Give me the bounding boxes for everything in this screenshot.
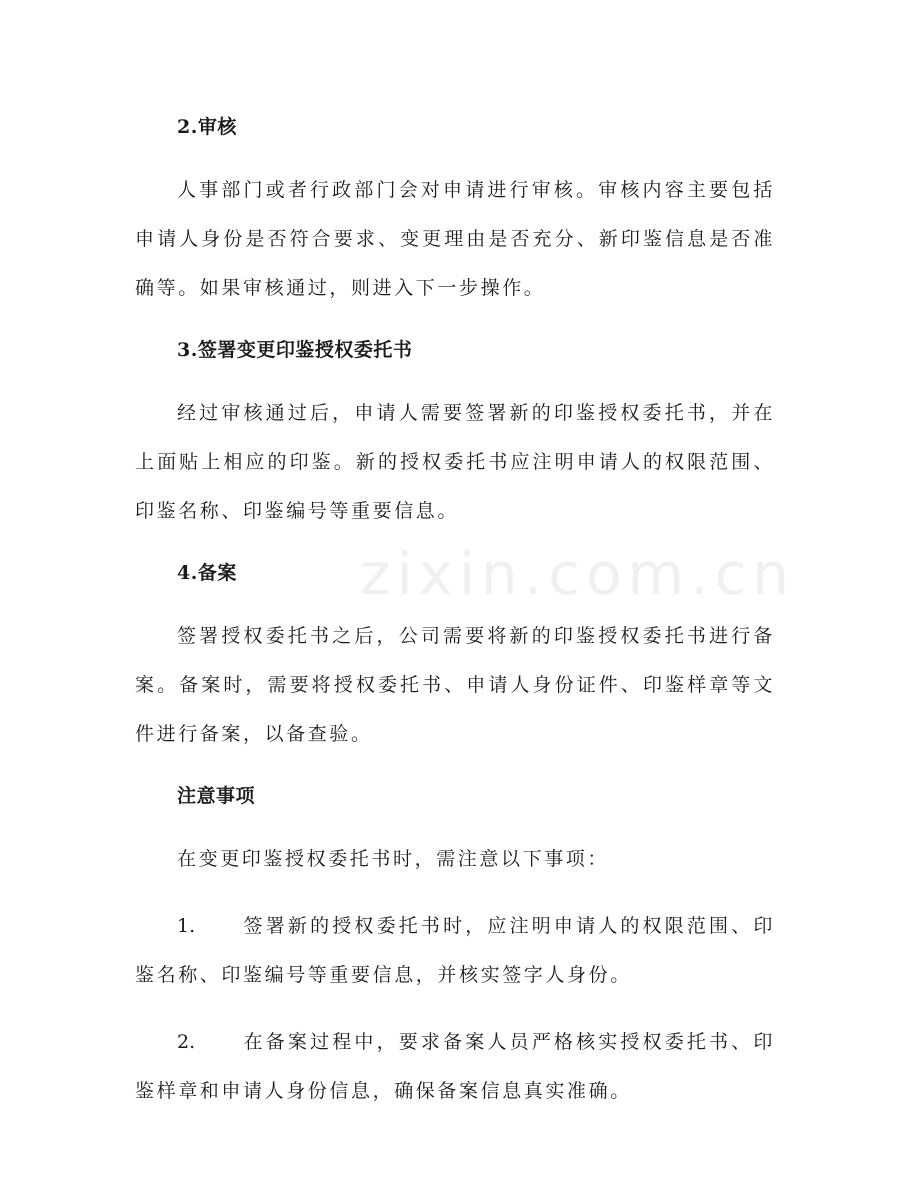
section-notes	[135, 777, 775, 1116]
note-item-1	[135, 902, 775, 1000]
section-filing	[135, 554, 775, 759]
section-paragraph: 人事部门或者行政部门会对申请进行审核。审核内容主要包括申请人身份是否符合要求、变更理由是否充分、新印鉴信息是否准确等。如果审核通过，则进入下一步操作。	[135, 179, 775, 299]
section-review	[135, 108, 775, 313]
section-paragraph: 在变更印鉴授权委托书时，需注意以下事项：	[177, 848, 610, 870]
note-number: 2.	[177, 1031, 196, 1053]
section-paragraph: 经过审核通过后，申请人需要签署新的印鉴授权委托书，并在上面贴上相应的印鉴。新的授权委托书应注明申请人的权限范围、印鉴名称、印鉴编号等重要信息。	[135, 402, 775, 522]
section-heading: 注意事项	[177, 785, 256, 807]
document-body	[135, 108, 775, 1134]
section-sign-authorization	[135, 331, 775, 536]
note-text: 签署新的授权委托书时，应注明申请人的权限范围、印鉴名称、印鉴编号等重要信息，并核实签字人身份。	[135, 915, 775, 986]
section-heading: 3.签署变更印鉴授权委托书	[177, 339, 413, 361]
section-paragraph: 签署授权委托书之后，公司需要将新的印鉴授权委托书进行备案。备案时，需要将授权委托书、申请人身份证件、印鉴样章等文件进行备案，以备查验。	[135, 625, 775, 745]
note-item-2	[135, 1018, 775, 1116]
note-text: 在备案过程中，要求备案人员严格核实授权委托书、印鉴样章和申请人身份信息，确保备案信息真实准确。	[135, 1031, 775, 1102]
section-heading: 4.备案	[177, 562, 237, 584]
note-number: 1.	[177, 915, 196, 937]
section-heading: 2.审核	[177, 116, 237, 138]
watermark-text: zixin.com.cn	[360, 540, 796, 608]
